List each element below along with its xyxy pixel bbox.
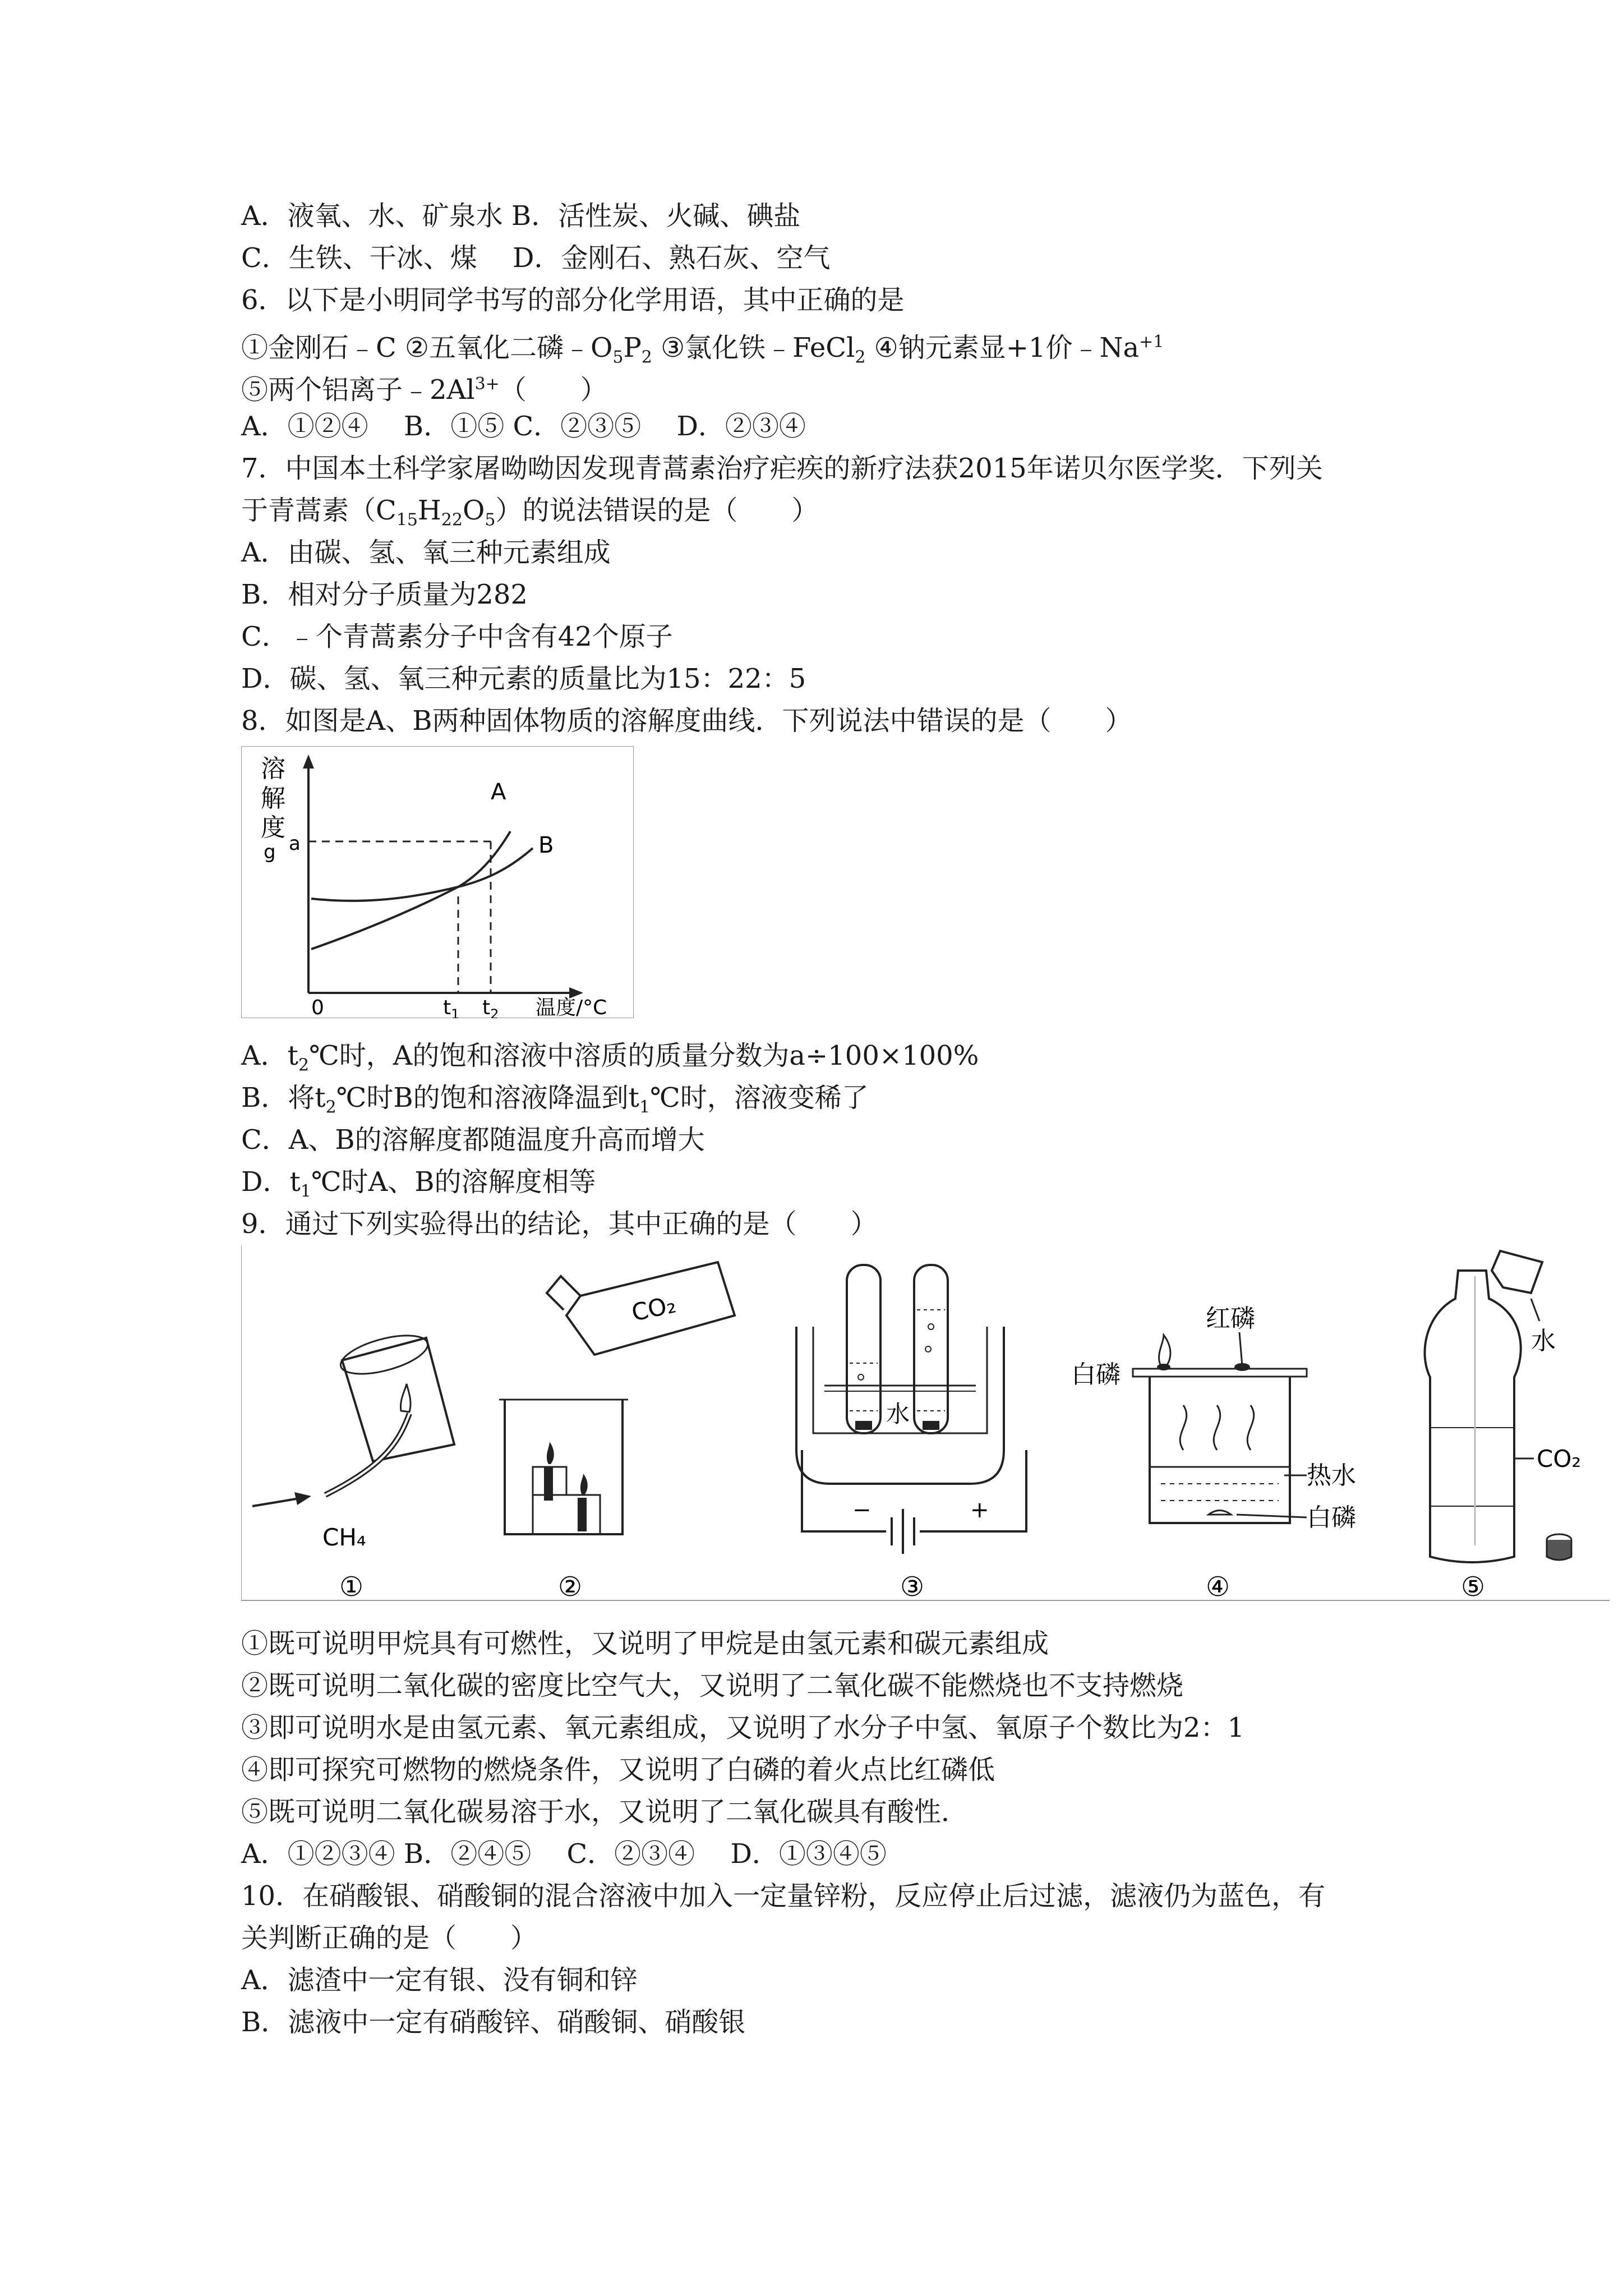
experiment-2-co2-candles [499,1262,735,1602]
svg-text:+: + [970,1497,989,1523]
q5-options-cd: C．生铁、干冰、煤 D．金刚石、熟石灰、空气 [241,242,831,274]
co2-bottle-label: CO₂ [629,1290,679,1327]
q10-option-b: B．滤液中一定有硝酸锌、硝酸铜、硝酸银 [241,2007,746,2038]
y-label-char-4: g [264,841,276,863]
experiment-5-co2-bottle [1424,1251,1581,1602]
q7-option-a: A．由碳、氢、氧三种元素组成 [241,537,611,568]
experiment-1-number: ① [339,1571,364,1602]
experiment-2-number: ② [558,1571,583,1602]
curve-a [311,831,510,949]
q8-option-a: A．$t_2℃$时，A的饱和溶液中溶质的质量分数为a÷100×100% [241,1040,979,1075]
q7-option-c: C．﹣个青蒿素分子中含有42个原子 [241,621,673,652]
origin-label: 0 [311,996,324,1018]
experiment-3-number: ③ [900,1571,925,1602]
q8-option-c: C．A、B的溶解度都随温度升高而增大 [241,1124,705,1156]
water-pour-label: 水 [1531,1327,1556,1355]
q8-option-b: B．将$t_2℃$时B的饱和溶液降温到$t_1℃$时，溶液变稀了 [241,1082,869,1117]
q9-statement-5: ⑤既可说明二氧化碳易溶于水，又说明了二氧化碳具有酸性． [241,1796,969,1828]
curve-a-label: A [491,779,506,805]
q7-option-b: B．相对分子质量为282 [241,579,528,610]
q9-options: A．①②③④ B．②④⑤ C．②③④ D．①③④⑤ [241,1838,887,1870]
q10-option-a: A．滤渣中一定有银、没有铜和锌 [241,1964,638,1996]
q6-stem: 6．以下是小明同学书写的部分化学用语，其中正确的是 [241,284,905,316]
experiment-4-phosphorus [1071,1304,1356,1602]
experiment-5-number: ⑤ [1461,1571,1486,1602]
y-label-char-1: 溶 [261,754,285,783]
curve-b [311,848,533,901]
q8-stem: 8．如图是A、B两种固体物质的溶解度曲线．下列说法中错误的是（ ） [241,705,1132,737]
y-label-char-2: 解 [261,784,285,813]
white-phosphorus-top-label: 白磷 [1071,1360,1121,1389]
y-label-char-3: 度 [261,813,285,842]
q9-statement-1: ①既可说明甲烷具有可燃性，又说明了甲烷是由氢元素和碳元素组成 [241,1628,1049,1659]
red-phosphorus-label: 红磷 [1206,1304,1255,1333]
ch4-label: CH₄ [322,1524,366,1551]
solubility-curve-figure [241,746,634,1018]
co2-side-label: CO₂ [1537,1445,1581,1473]
q9-statement-3: ③即可说明水是由氢元素、氧元素组成，又说明了水分子中氢、氧原子个数比为2：1 [241,1712,1245,1743]
a-tick-label: a [289,832,301,855]
hot-water-label: 热水 [1307,1461,1356,1490]
q10-stem-line1: 10．在硝酸银、硝酸铜的混合溶液中加入一定量锌粉，反应停止后过滤，滤液仍为蓝色，有 [241,1880,1326,1912]
q5-options-ab: A．液氧、水、矿泉水 B．活性炭、火碱、碘盐 [241,200,801,232]
q9-stem: 9．通过下列实验得出的结论，其中正确的是（ ） [241,1208,878,1240]
q9-statement-2: ②既可说明二氧化碳的密度比空气大，又说明了二氧化碳不能燃烧也不支持燃烧 [241,1670,1184,1701]
experiment-3-electrolysis [796,1265,1026,1602]
svg-text:−: − [852,1497,872,1523]
curve-b-label: B [538,832,554,858]
experiments-figure [241,1243,1610,1602]
q6-items-line1: ①金刚石﹣C ②五氧化二磷$﹣O_5P_2$ ③氯化铁﹣FeCl$_2$ ④钠元素显+1价$﹣Na^{+1}$ [241,332,1164,367]
white-phosphorus-bottom-label: 白磷 [1307,1503,1356,1532]
q6-options: A．①②④ B．①⑤ C．②③⑤ D．②③④ [241,411,806,442]
q9-statement-4: ④即可探究可燃物的燃烧条件，又说明了白磷的着火点比红磷低 [241,1754,995,1786]
q7-stem-line1: 7．中国本土科学家屠呦呦因发现青蒿素治疗疟疾的新疗法获2015年诺贝尔医学奖．下列关 [241,453,1323,484]
q7-stem-line2: 于青蒿素$(C_{15}H_{22}O_5)$的说法错误的是（ ） [241,495,819,530]
t2-label: $t_2$ [482,996,499,1018]
water-label: 水 [886,1400,910,1428]
q8-option-d: D．$t_1℃$时A、B的溶解度相等 [241,1166,596,1202]
q7-option-d: D．碳、氢、氧三种元素的质量比为15：22：5 [241,663,806,694]
q6-items-line2: ⑤两个铝离子$﹣2Al^{3+}$（ ） [241,374,607,406]
y-axis-arrow [303,754,314,769]
q10-stem-line2: 关判断正确的是（ ） [241,1922,538,1954]
x-axis-label: 温度/°C [536,996,607,1018]
t1-label: $t_1$ [443,996,460,1018]
experiment-1-methane [252,1328,454,1602]
experiment-4-number: ④ [1206,1571,1230,1602]
